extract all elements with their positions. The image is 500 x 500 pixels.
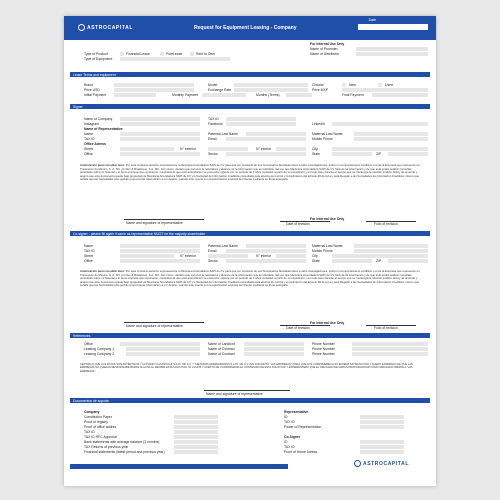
cos-email-field[interactable] <box>226 249 306 253</box>
facebook-field[interactable] <box>226 122 296 126</box>
cos-street-label: Street <box>84 254 94 258</box>
internal-use-label-3: For Internal Use Only <box>310 321 345 325</box>
model-field[interactable] <box>234 83 308 87</box>
facebook-label: Facebook <box>208 122 223 126</box>
ext-field[interactable] <box>208 147 248 151</box>
linkedin-label: LinkedIn <box>312 122 325 126</box>
ref-phone-field-2[interactable] <box>352 347 428 351</box>
final-payment-field[interactable] <box>372 93 428 97</box>
leasing1-field[interactable] <box>126 347 200 351</box>
date-field[interactable] <box>358 24 428 30</box>
office-field[interactable] <box>120 152 200 156</box>
cosigner-section <box>70 231 430 236</box>
cos-street-field[interactable] <box>120 254 174 258</box>
city-field[interactable] <box>332 147 428 151</box>
contact2-label: Name of Contract <box>208 352 235 356</box>
price-usd-field[interactable] <box>114 88 194 92</box>
price-usd-label: Price USD <box>84 88 100 92</box>
doc-field[interactable] <box>174 430 218 434</box>
exchange-rate-field[interactable] <box>234 88 308 92</box>
office-adress-label: Office Adress <box>84 142 106 146</box>
logo-icon <box>78 24 85 31</box>
price-mxp-label: Price MXP <box>312 88 329 92</box>
authorization-body: Por este conducto autorizo expresamente a Mexicana Arrendadora SAPI de CV para que por conducto de sus funcionarios facultados lleve a cabo investigaciones, sobre mi comportamiento crediticio o el de la Empresa que represento en Transunion de México, S. A. SIC y/o Dun & Bradstreet, S.A. SIC. Así mismo, declaro que conozco la naturaleza y alcance de la información que se solicitará, del uso que Mexicana Arrendadora SAPI de CV hará de tal información y de que ésta podrá realizar consultas periódicas sobre mi historial o el de la empresa que represento, consintiendo que esta autorización se encuentre vigente por un periodo de 3 años contados a partir de su expedición y en todo caso durante el tiempo que se mantenga la relación jurídica. Estoy de acuerdo y acepto que este documento quede bajo propiedad de Mexicana Arrendadora SAPI de CV y/o Sociedad de Información Crediticia consultada para efectos de control y cumplimiento del artículo 28 de la Ley para Regular a las Sociedades de Información Crediticia, mismo que señala que las Sociedades sólo podrán proporcionar información a un Usuario, cuando éste cuente con la autorización expresa del Cliente mediante su firma autógrafa. <box>80 163 420 182</box>
doc-field[interactable] <box>174 420 218 424</box>
cos-sector-label: Sector <box>208 259 218 263</box>
cos-office-label: Office <box>84 259 93 263</box>
cos-city-label: City <box>312 254 318 258</box>
rent-to-own-label: Rent to Own <box>196 52 215 56</box>
cos-date-revision-label: Date of revision <box>286 326 310 330</box>
doc-item: Proof of office addres <box>84 425 117 429</box>
internal-use-label-2: For Internal Use Only <box>310 217 345 221</box>
rep-name-field[interactable] <box>120 132 200 136</box>
office-label: Office <box>84 152 93 156</box>
form-sheet <box>64 16 436 486</box>
cos-doc-field[interactable] <box>360 445 404 449</box>
cos-office-field[interactable] <box>120 259 200 263</box>
docs-cosigner-label: Co-Signer <box>284 435 301 439</box>
signature-label: Name and signature of representative <box>126 221 183 225</box>
cos-folio-label: Folio of revision <box>374 326 398 330</box>
cos-maternal-field[interactable] <box>354 244 428 248</box>
date-label: Date <box>368 18 376 22</box>
price-mxp-field[interactable] <box>342 88 428 92</box>
logo-text: ASTROCAPITAL <box>87 24 133 31</box>
monthly-payment-label: Monthly Payment <box>172 93 199 97</box>
sector-field[interactable] <box>226 152 306 156</box>
rep-doc-item: ID <box>284 415 288 419</box>
street-label: Street <box>84 147 94 151</box>
cos-state-field[interactable] <box>332 259 372 263</box>
sector-label: Sector <box>208 152 218 156</box>
ref-phone-field-3[interactable] <box>352 352 428 356</box>
choose-label: Choose <box>312 83 324 87</box>
purelease-checkbox[interactable] <box>160 52 164 56</box>
rep-doc-field[interactable] <box>360 425 404 429</box>
references-section <box>70 333 430 338</box>
cos-doc-item: Proof of Home Adress <box>284 450 318 454</box>
type-equipment-field[interactable] <box>120 57 230 61</box>
zip-field[interactable] <box>388 152 428 156</box>
cos-name-label: Name <box>84 244 94 248</box>
name-distributor-field[interactable] <box>356 52 428 56</box>
footer-logo-text: ASTROCAPITAL <box>363 460 409 467</box>
ref-phone-label-3: Phone Number <box>312 352 335 356</box>
ref-signature-label: Name and signature of representative <box>206 392 263 396</box>
ref-office-label: Office <box>84 342 93 346</box>
new-checkbox[interactable] <box>342 83 346 87</box>
rep-name-label: Name <box>84 132 94 136</box>
linkedin-field[interactable] <box>332 122 428 126</box>
ext-label: N° exterior <box>180 147 197 151</box>
astrocapital-logo <box>78 24 133 31</box>
cos-paternal-label: Paternal Last Name <box>208 244 238 248</box>
cos-tax-field[interactable] <box>120 249 200 253</box>
rent-to-own-checkbox[interactable] <box>190 52 194 56</box>
cos-signature-line[interactable] <box>124 322 204 323</box>
rep-tax-label: TAX ID <box>84 137 95 141</box>
cos-zip-field[interactable] <box>388 259 428 263</box>
ref-phone-field-1[interactable] <box>352 342 428 346</box>
used-checkbox[interactable] <box>378 83 382 87</box>
leasing1-label: Leasing Company 1 <box>84 347 115 351</box>
type-product-label: Type of Product <box>84 52 108 56</box>
cos-state-label: State <box>312 259 320 263</box>
ref-phone-label-2: Phone Number <box>312 347 335 351</box>
name-representative-label: Name of Representative <box>84 127 123 131</box>
cos-mobile-label: Mobile Phone <box>312 249 333 253</box>
documents-section <box>70 398 430 403</box>
ref-phone-label-1: Phone Number <box>312 342 335 346</box>
mobile-label: Mobile Phone <box>312 137 333 141</box>
cos-maternal-label: Maternal Last Name <box>312 244 343 248</box>
ref-signature-line[interactable] <box>204 390 290 391</box>
paternal-label: Paternal Last Name <box>208 132 238 136</box>
instagram-field[interactable] <box>120 122 200 126</box>
footer-logo-icon <box>354 460 361 467</box>
cos-mobile-field[interactable] <box>354 249 428 253</box>
footer-bar <box>70 464 288 469</box>
cos-ext-field[interactable] <box>208 254 248 258</box>
doc-field[interactable] <box>174 425 218 429</box>
cos-zip-label: ZIP <box>376 259 382 263</box>
authorization-title: Autorización para consultar buró: <box>80 163 125 167</box>
zip-label: ZIP <box>376 152 382 156</box>
form-header <box>64 16 436 40</box>
months-terms-field[interactable] <box>286 93 312 97</box>
references-section-title: References <box>73 333 91 338</box>
instagram-label: Instagram <box>84 122 100 126</box>
rep-doc-item: TAX ID <box>284 420 295 424</box>
final-payment-label: Final Payment <box>342 93 364 97</box>
footer-logo <box>354 460 409 467</box>
initial-payment-label: Initial Payment <box>84 93 107 97</box>
doc-field[interactable] <box>174 445 218 449</box>
doc-field[interactable] <box>174 435 218 439</box>
page-title: Request for Equipment Leasing - Company <box>194 25 297 31</box>
email-label: Email <box>208 137 217 141</box>
cosigner-section-title: Co-signer - please fill again if same as representative MUST be the majority shareholder <box>73 231 206 236</box>
brand-field[interactable] <box>114 83 194 87</box>
lease-terms-section <box>70 72 430 77</box>
cos-doc-item: ID <box>284 440 288 444</box>
tax-id-label: TAX ID <box>208 117 219 121</box>
rep-doc-item: Power of Representation <box>284 425 322 429</box>
name-promoter-label: Name of Promoter <box>310 47 338 51</box>
credit-authorization-text <box>80 164 420 182</box>
brand-label: Brand <box>84 83 94 87</box>
cos-int-label: N° interior <box>256 254 272 258</box>
doc-field[interactable] <box>174 440 218 444</box>
cos-ext-label: N° exterior <box>180 254 197 258</box>
leasing2-field[interactable] <box>126 352 200 356</box>
cos-doc-field[interactable] <box>360 440 404 444</box>
financial-lease-label: Financial Lease <box>126 52 150 56</box>
signer-section-title: Signer <box>73 104 83 109</box>
landlord-field[interactable] <box>244 342 304 346</box>
doc-field[interactable] <box>174 450 218 454</box>
cos-authorization-title: Autorización para consultar buró: <box>80 269 125 273</box>
cos-int-field[interactable] <box>276 254 306 258</box>
contact2-field[interactable] <box>244 352 304 356</box>
documents-section-title: Documentos de soporte <box>73 398 109 403</box>
landlord-label: Name of Landlord <box>208 342 235 346</box>
doc-item: Financial statements (latest period and previous year) <box>84 450 165 454</box>
doc-item: TAX ID RFC Approval <box>84 435 117 439</box>
cos-authorization-text <box>80 270 420 288</box>
name-distributor-label: Name of Distributor <box>310 52 340 56</box>
doc-item: TAX Returns of previous year <box>84 445 129 449</box>
email-field[interactable] <box>226 137 306 141</box>
months-terms-label: Months (Terms) <box>256 93 280 97</box>
cos-doc-item: TAX ID <box>284 445 295 449</box>
doc-item: Bank statements with average balance (3 months) <box>84 440 160 444</box>
contact1-field[interactable] <box>244 347 304 351</box>
state-label: State <box>312 152 320 156</box>
cos-paternal-field[interactable] <box>246 244 306 248</box>
name-company-label: Name of Company <box>84 117 113 121</box>
maternal-label: Maternal Last Name <box>312 132 343 136</box>
certification-text: CERTIFICO QUE LOS DATOS SON AUTÉNTICOS Y AUTORIZO A ASTROCAP S.A.P.I. DE C.V. Y "METODOS HERMANDADOS S.A.P.I. DE C.V. (EN CONJUNTO "LAS EMPRESAS") PARA QUE LOS COMPRUEBEN A SU ENTERA SATISFACCIÓN Y QUEDO ENTERADO DE QUE LAS EMPRESAS NO QUEDAN RESPONSABILIZADAS ALGUNA AL RECIBIR ESTA SOLICITUD, NI LOSIOS Y ACEPTO DE CONFORMIDAD EL CONTENIDO DE ESTA SOLICITUD Y EXPEDIENTERO QUE EL OBLIGADO DE DAROS PROPORCIONAR COMO OBLIGADO FRENTE A "LAS EMPRESAS". <box>80 363 413 373</box>
cos-authorization-body: Por este conducto autorizo expresamente a Mexicana Arrendadora SAPI de CV para que por conducto de sus funcionarios facultados lleve a cabo investigaciones, sobre mi comportamiento crediticio o el de la Empresa que represento en Transunion de México, S. A. SIC y/o Dun & Bradstreet, S.A. SIC. Así mismo, declaro que conozco la naturaleza y alcance de la información que se solicitará, del uso que Mexicana Arrendadora SAPI de CV hará de tal información y de que ésta podrá realizar consultas periódicas sobre mi historial o el de la empresa que represento, consintiendo que esta autorización se encuentre vigente por un periodo de 3 años contados a partir de su expedición y en todo caso durante el tiempo que se mantenga la relación jurídica. Estoy de acuerdo y acepto que este documento quede bajo propiedad de Mexicana Arrendadora SAPI de CV y/o Sociedad de Información Crediticia consultada para efectos de control y cumplimiento del artículo 28 de la Ley para Regular a las Sociedades de Información Crediticia, mismo que señala que las Sociedades sólo podrán proporcionar información a un Usuario, cuando éste cuente con la autorización expresa del Cliente mediante su firma autógrafa. <box>80 269 420 288</box>
docs-company-label: Company <box>84 410 100 414</box>
cos-doc-field[interactable] <box>360 450 404 454</box>
ref-office-field[interactable] <box>120 342 200 346</box>
int-field[interactable] <box>276 147 306 151</box>
doc-item: Proof of registry <box>84 420 108 424</box>
purelease-label: PureLease <box>166 52 183 56</box>
type-equipment-label: Type of Equipment <box>84 57 113 61</box>
mobile-field[interactable] <box>354 137 428 141</box>
cos-name-field[interactable] <box>120 244 200 248</box>
cos-email-label: Email <box>208 249 217 253</box>
folio-label: Folio of revision <box>374 222 398 226</box>
exchange-rate-label: Exchange Rate <box>208 88 232 92</box>
rep-doc-field[interactable] <box>360 415 404 419</box>
name-company-field[interactable] <box>120 117 200 121</box>
cos-tax-label: TAX ID <box>84 249 95 253</box>
contact1-label: Name of Contract <box>208 347 235 351</box>
int-label: N° interior <box>256 147 272 151</box>
doc-item: TAX ID <box>84 430 95 434</box>
cos-sector-field[interactable] <box>226 259 306 263</box>
monthly-payment-field[interactable] <box>202 93 246 97</box>
leasing2-label: Leasing Company 2 <box>84 352 115 356</box>
tax-id-field[interactable] <box>226 117 296 121</box>
doc-field[interactable] <box>174 415 218 419</box>
docs-representative-label: Representative <box>284 410 309 414</box>
financial-lease-checkbox[interactable] <box>120 52 124 56</box>
new-label: New <box>349 83 356 87</box>
city-label: City <box>312 147 318 151</box>
signer-section <box>70 104 430 109</box>
cos-signature-label: Name and signature of representative <box>126 324 183 328</box>
cos-city-field[interactable] <box>332 254 428 258</box>
state-field[interactable] <box>332 152 372 156</box>
date-revision-label: Date of revision <box>286 222 310 226</box>
rep-doc-field[interactable] <box>360 420 404 424</box>
used-label: Used <box>385 83 393 87</box>
name-promoter-field[interactable] <box>356 47 428 51</box>
model-label: Model <box>208 83 218 87</box>
signature-line[interactable] <box>124 219 204 220</box>
maternal-field[interactable] <box>354 132 428 136</box>
internal-use-label: For Internal Use Only <box>310 42 345 46</box>
paternal-field[interactable] <box>246 132 306 136</box>
street-field[interactable] <box>120 147 174 151</box>
lease-section-title: Lease Terms and equipment <box>73 72 116 77</box>
doc-item: Constitution Paper <box>84 415 112 419</box>
initial-payment-field[interactable] <box>114 93 156 97</box>
rep-tax-field[interactable] <box>120 137 200 141</box>
